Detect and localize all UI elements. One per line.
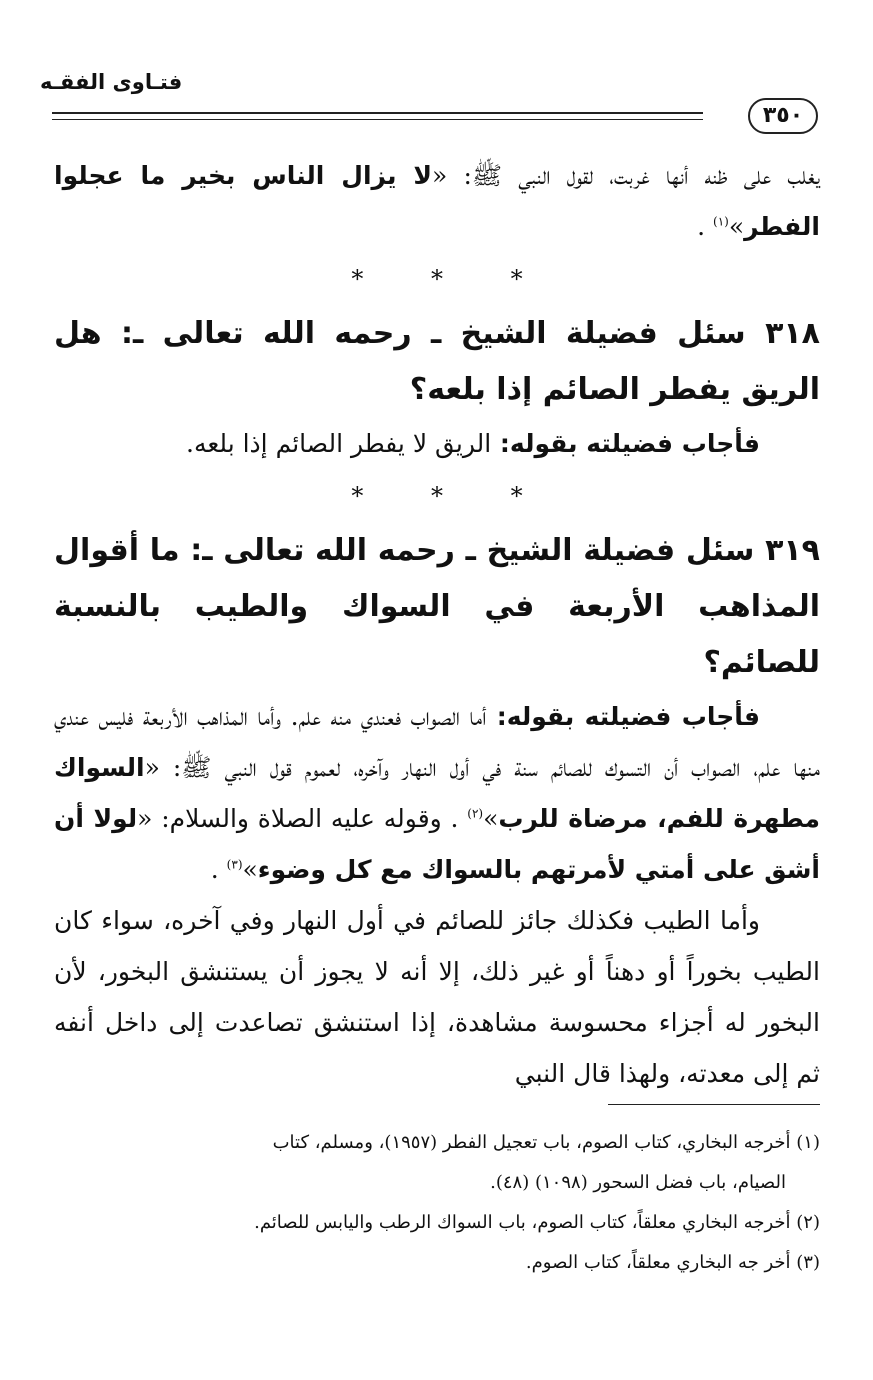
footnote-1: (١) أخرجه البخاري، كتاب الصوم، باب تعجيل الفطر (١٩٥٧)، ومسلم، كتاب [272,1132,820,1153]
running-header-title: فتـاوى الفقـه [40,70,183,94]
answer-319: فأجاب فضيلته بقوله: أما الصواب فعندي منه علم. وأما المذاهب الأربعة فليس عندي منها علم، الصواب أن التسوك للصائم سنة في أول النهار وآخره، لعموم قول النبي ﷺ: «السواك مطهرة للفم، مرضاة للرب»$^{(٢)}$ . وقوله عليه الصلاة والسلام: «لولا أن أشق على أمتي لأمرتهم بالسواك مع كل وضوء»$^{(٣)}$ . [54,702,820,884]
footnote-ref: (١) [713,214,729,229]
footnote-2: (٢) أخرجه البخاري معلقاً، كتاب الصوم، باب السواك الرطب واليابس للصائم. [254,1212,820,1233]
answer-label: فأجاب فضيلته بقوله: [486,702,760,731]
footnote-ref: (٢) [467,806,484,821]
hadith-quote: لولا أن أشق على أمتي لأمرتهم بالسواك مع كل وضوء [54,804,820,884]
intro-paragraph: يغلب على ظنه أنها غربت، لقول النبي ﷺ: «لا يزال الناس بخير ما عجلوا الفطر»$^{(١)}$ . [54,161,820,241]
answer-318: فأجاب فضيلته بقوله: الريق لا يفطر الصائم إذا بلعه. [186,429,760,458]
header-rule [52,112,703,114]
hadith-quote: السواك مطهرة للفم، مرضاة للرب [54,753,820,833]
section-separator-stars: * * * [351,482,553,510]
footnote-3: (٣) أخر جه البخاري معلقاً، كتاب الصوم. [525,1252,820,1273]
footnote-ref: (٣) [226,857,243,872]
header-rule-thin [52,119,703,120]
page-body [54,150,820,1099]
footnote-1-continued: الصيام، باب فضل السحور (١٠٩٨) (٤٨). [490,1172,786,1193]
footnote-separator [608,1104,820,1105]
question-318: ٣١٨ سئل فضيلة الشيخ ـ رحمه الله تعالى ـ: هل الريق يفطر الصائم إذا بلعه؟ [54,316,820,407]
footnotes [54,1124,820,1284]
question-319: ٣١٩ سئل فضيلة الشيخ ـ رحمه الله تعالى ـ: ما أقوال المذاهب الأربعة في السواك والطيب بالنسبة للصائم؟ [54,533,820,680]
answer-label: فأجاب فضيلته بقوله: [491,429,760,458]
answer-319-continued: وأما الطيب فكذلك جائز للصائم في أول النهار وفي آخره، سواء كان الطيب بخوراً أو دهناً أو غير ذلك، إلا أنه لا يجوز أن يستنشق البخور، لأن البخور له أجزاء محسوسة مشاهدة، إذا استنشق تصاعدت إلى داخل أنفه ثم إلى معدته، ولهذا قال النبي [54,906,820,1088]
section-separator-stars: * * * [351,265,553,293]
page-number-badge: ٣٥٠ [748,98,818,134]
hadith-quote: لا يزال الناس بخير ما عجلوا الفطر [54,161,820,241]
